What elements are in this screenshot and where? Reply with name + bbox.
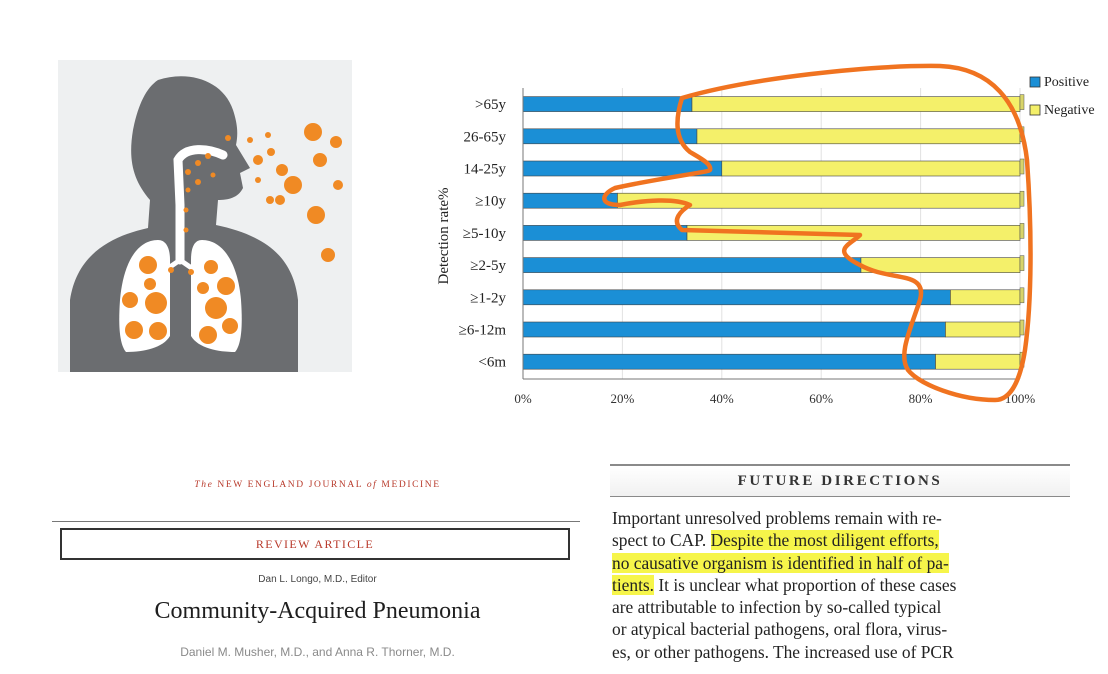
bar-positive (523, 322, 945, 337)
y-axis-title: Detection rate% (436, 187, 452, 285)
y-tick-label: ≥1-2y (470, 290, 506, 307)
y-tick-label: >65y (475, 97, 506, 114)
pneumonia-illustration (58, 60, 352, 372)
bar-negative (945, 322, 1020, 337)
x-tick-label: 40% (709, 391, 734, 406)
x-tick-label: 60% (809, 391, 834, 406)
y-tick-label: 14-25y (463, 161, 506, 178)
article-authors: Daniel M. Musher, M.D., and Anna R. Thorner, M.D. (180, 645, 455, 659)
text-line: or atypical bacterial pathogens, oral flora, virus- (612, 619, 948, 640)
journal-name: The NEW ENGLAND JOURNAL of MEDICINE (194, 480, 441, 490)
bar-negative (722, 161, 1020, 176)
bar-end-cap (1020, 288, 1024, 303)
y-tick-label: <6m (478, 354, 506, 371)
header-rule (52, 521, 580, 522)
legend-swatch (1030, 77, 1040, 87)
text-line: es, or other pathogens. The increased use of PCR (612, 641, 954, 662)
text-line: are attributable to infection by so-called typical (612, 597, 942, 618)
bar-end-cap (1020, 256, 1024, 271)
detection-rate-chart (420, 60, 1108, 420)
legend-swatch (1030, 105, 1040, 115)
y-tick-labels (459, 97, 507, 371)
bar-positive (523, 354, 936, 369)
bar-negative (861, 258, 1020, 273)
bar-positive (523, 290, 950, 305)
text-line: spect to CAP. Despite the most diligent efforts, (612, 530, 939, 551)
legend-label: Negative (1044, 103, 1095, 118)
highlighted-text: tients. (612, 574, 655, 595)
y-tick-label: ≥6-12m (458, 322, 506, 339)
x-tick-label: 20% (610, 391, 635, 406)
bar-negative (697, 129, 1020, 144)
bar-positive (523, 97, 692, 112)
legend-label: Positive (1044, 75, 1090, 90)
bar-positive (523, 225, 687, 240)
highlighted-text: no causative organism is identified in half of pa- (612, 552, 949, 573)
future-directions-heading: FUTURE DIRECTIONS (610, 464, 1070, 497)
x-tick-label: 100% (1004, 391, 1036, 406)
editor-line: Dan L. Longo, M.D., Editor (258, 574, 377, 585)
y-tick-label: ≥5-10y (462, 225, 506, 242)
bar-negative (692, 97, 1020, 112)
future-directions-text (612, 507, 1074, 663)
bar-end-cap (1020, 159, 1024, 174)
bar-end-cap (1020, 320, 1024, 335)
x-tick-label: 0% (514, 391, 532, 406)
bar-negative (936, 354, 1020, 369)
bar-negative (950, 290, 1020, 305)
section-label: REVIEW ARTICLE (60, 528, 570, 560)
y-tick-label: ≥2-5y (470, 258, 506, 275)
highlighted-text: Despite the most diligent efforts, (710, 530, 939, 551)
bar-positive (523, 258, 861, 273)
bar-positive (523, 129, 697, 144)
text-line (612, 552, 1074, 574)
bar-end-cap (1020, 191, 1024, 206)
bar-end-cap (1020, 223, 1024, 238)
text-line: tients. It is unclear what proportion of these cases (612, 574, 957, 595)
text-line: Important unresolved problems remain with re- (612, 508, 942, 528)
y-tick-label: ≥10y (475, 193, 506, 210)
x-tick-label: 80% (908, 391, 933, 406)
chart-legend (1030, 75, 1095, 118)
y-tick-label: 26-65y (463, 129, 506, 146)
article-title: Community-Acquired Pneumonia (154, 598, 481, 624)
bar-end-cap (1020, 95, 1024, 110)
